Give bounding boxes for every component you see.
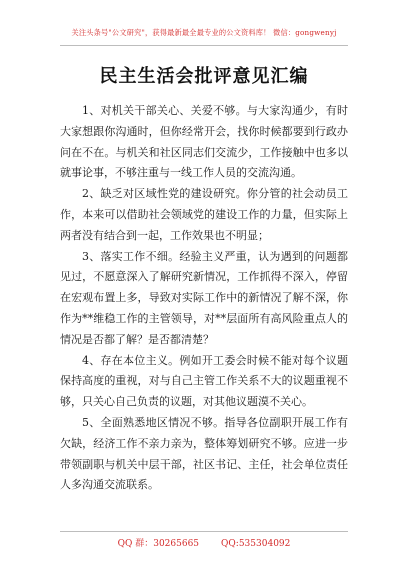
document-body [60, 101, 348, 496]
footer-qq-group: QQ 群：30265665 [117, 539, 200, 549]
footer-divider [60, 531, 348, 532]
header-divider [60, 45, 348, 46]
paragraph-4: 4、存在本位主义。例如开工委会时候不能对每个议题保持高度的重视，对与自己主管工作关系不大的议题重视不够，只关心自己负责的议题，对其他议题漠不关心。 [60, 353, 348, 409]
paragraph-5: 5、全面熟悉地区情况不够。指导各位副职开展工作有欠缺，经济工作不亲力亲为，整体筹划研究不够。应进一步带领副职与机关中层干部，社区书记、主任，社会单位责任人多沟通交流联系。 [60, 415, 348, 492]
footer-qq: QQ:535304092 [221, 539, 291, 549]
header-banner: 关注头条号"公文研究"，获得最新最全最专业的公文资料库！ 微信：gongwenyj [71, 28, 337, 37]
document-title: 民主生活会批评意见汇编 [99, 66, 309, 87]
paragraph-2: 2、缺乏对区域性党的建设研究。你分管的社会动员工作，本来可以借助社会领域党的建设工作的力量，但实际上两者没有结合到一起，工作效果也不明显； [60, 187, 348, 242]
paragraph-1: 1、对机关干部关心、关爱不够。与大家沟通少，有时大家想跟你沟通时，但你经常开会，找你时候都要到行政办问在不在。与机关和社区同志们交流少，工作接触中也多以就事论事，不够注重与一线工作人员的交流沟通。 [60, 104, 348, 180]
footer [0, 536, 408, 549]
paragraph-3: 3、落实工作不细。经验主义严重，认为遇到的问题都见过，不愿意深入了解研究新情况，工作抓得不深入，停留在宏观布置上多，导致对实际工作中的新情况了解不深，你作为**维稳工作的主管领导，对**层面所有高风险重点人的情况是否都了解？是否都清楚？ [60, 249, 348, 346]
